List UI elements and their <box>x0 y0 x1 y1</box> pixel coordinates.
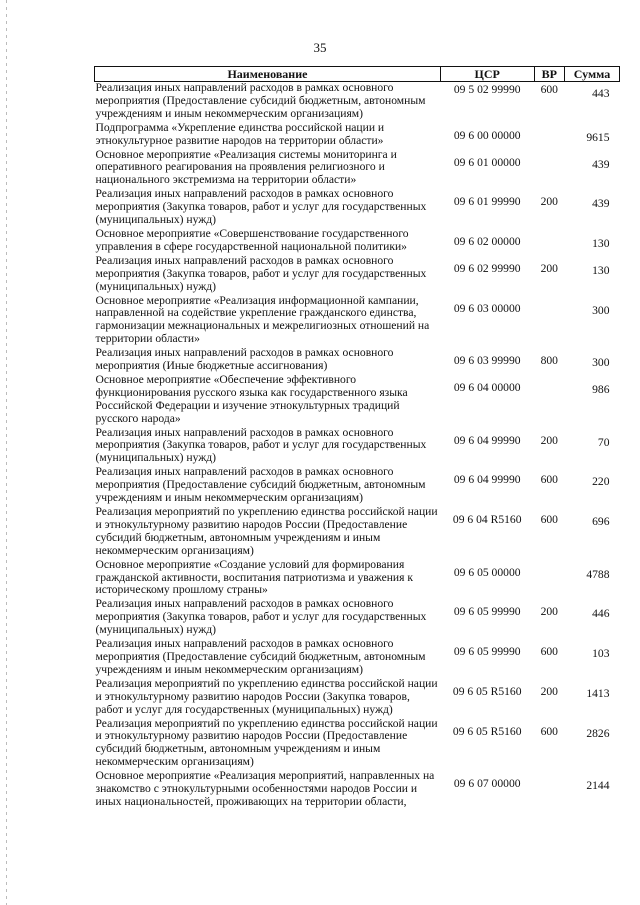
table-row <box>95 374 620 427</box>
row-vr-cell <box>534 374 565 427</box>
row-vr-cell: 200 <box>540 605 558 619</box>
row-sum-cell: 986 <box>592 382 610 396</box>
row-vr-cell: 600 <box>540 513 558 526</box>
row-name-cell: Реализация иных направлений расходов в рамках основного мероприятия (Предоставление субсидий бюджетным, автономным учреждениям и иным некоммерческим организациям) <box>95 637 426 676</box>
row-sum-cell: 696 <box>592 515 610 528</box>
row-csr-cell: 09 6 01 00000 <box>453 155 521 169</box>
row-vr-cell: 600 <box>540 645 558 659</box>
row-csr-cell: 09 6 03 00000 <box>453 301 521 315</box>
row-name-cell: Реализация иных направлений расходов в рамках основного мероприятия (Предоставление субсидий бюджетным, автономным учреждениям и иным некоммерческим организациям) <box>95 81 426 120</box>
row-csr-cell: 09 6 04 99990 <box>453 433 521 447</box>
row-csr-cell: 09 6 05 R5160 <box>452 684 522 698</box>
table-row <box>95 770 620 810</box>
row-name-cell: Реализация иных направлений расходов в рамках основного мероприятия (Закупка товаров, работ и услуг для государственных (муниципальных) нужд) <box>95 425 427 465</box>
row-sum-cell: 130 <box>592 263 610 277</box>
table-row <box>95 149 620 189</box>
header-name: Наименование <box>95 67 441 82</box>
row-sum-cell: 300 <box>592 303 610 317</box>
row-vr-cell <box>534 770 565 810</box>
table-row <box>95 255 620 295</box>
table-row <box>95 598 620 638</box>
row-sum-cell: 103 <box>592 647 610 661</box>
row-csr-cell: 09 6 00 00000 <box>453 128 521 142</box>
row-sum-cell: 300 <box>592 356 610 370</box>
table-body <box>95 82 620 810</box>
table-row <box>95 188 620 228</box>
table-row <box>95 506 620 559</box>
row-sum-cell: 4788 <box>586 567 610 581</box>
row-sum-cell: 130 <box>592 236 610 250</box>
row-name-cell: Реализация иных направлений расходов в рамках основного мероприятия (Предоставление субсидий бюджетным, автономным учреждениям и иным некоммерческим организациям) <box>95 465 426 505</box>
row-name-cell: Основное мероприятие «Реализация мероприятий, направленных на знакомство с этнокультурными особенностями народов России и иных национальностей, проживающих на территории области, <box>95 769 435 808</box>
row-vr-cell: 200 <box>540 684 558 698</box>
table-row <box>95 82 620 122</box>
row-sum-cell: 439 <box>592 157 610 171</box>
row-csr-cell: 09 5 02 99990 <box>453 83 521 96</box>
row-sum-cell: 446 <box>592 607 610 621</box>
row-name-cell: Основное мероприятие «Создание условий для формирования гражданской активности, воспитания патриотизма и уважения к историческому прошлому страны» <box>95 557 413 597</box>
row-vr-cell: 800 <box>540 354 558 368</box>
row-sum-cell: 1413 <box>586 686 610 700</box>
table-row <box>95 718 620 771</box>
row-csr-cell: 09 6 04 R5160 <box>452 513 522 526</box>
row-sum-cell: 2826 <box>586 726 610 740</box>
table-row <box>95 347 620 374</box>
row-name-cell: Основное мероприятие «Реализация информационной кампании, направленной на содействие укрепление гражданского единства, гармонизации межнациональных и межрелигиозных отношений на территории области» <box>95 293 430 346</box>
table-row <box>95 466 620 506</box>
row-vr-cell: 600 <box>540 724 558 738</box>
header-sum: Сумма <box>565 67 620 82</box>
row-csr-cell: 09 6 04 00000 <box>453 380 521 394</box>
row-name-cell: Основное мероприятие «Обеспечение эффективного функционирования русского языка как государственного языка Российской Федерации и изучение этнокультурных традиций русского народа» <box>95 372 408 425</box>
scan-edge-line <box>6 0 7 905</box>
row-vr-cell <box>534 122 565 149</box>
row-name-cell: Реализация иных направлений расходов в рамках основного мероприятия (Иные бюджетные ассигнования) <box>95 346 394 373</box>
row-csr-cell: 09 6 03 99990 <box>453 354 521 368</box>
row-name-cell: Реализация мероприятий по укреплению единства российской нации и этнокультурному развитию народов России (Предоставление субсидий бюджетным, автономным учреждениям и иным некоммерческим организациям) <box>95 505 438 557</box>
table-row <box>95 228 620 255</box>
budget-table <box>94 66 620 810</box>
table-row <box>95 638 620 678</box>
row-sum-cell: 9615 <box>586 130 610 144</box>
row-vr-cell <box>534 149 565 189</box>
page-number: 35 <box>313 40 327 55</box>
row-vr-cell <box>534 295 565 348</box>
table-row <box>95 427 620 467</box>
row-csr-cell: 09 6 07 00000 <box>453 777 521 791</box>
row-name-cell: Реализация иных направлений расходов в рамках основного мероприятия (Закупка товаров, работ и услуг для государственных (муниципальных) нужд) <box>95 187 427 227</box>
table-row <box>95 295 620 348</box>
row-csr-cell: 09 6 05 99990 <box>453 605 521 619</box>
table-row <box>95 678 620 718</box>
row-vr-cell <box>534 228 565 255</box>
row-name-cell: Основное мероприятие «Реализация системы мониторинга и оперативного реагирования на проявления религиозного и национального экстремизма на территории области» <box>95 147 397 187</box>
row-csr-cell: 09 6 01 99990 <box>453 195 521 209</box>
row-name-cell: Подпрограмма «Укрепление единства российской нации и этнокультурное развитие народов на территории области» <box>95 120 385 147</box>
header-vr: ВР <box>534 67 565 82</box>
header-csr: ЦСР <box>440 67 534 82</box>
row-name-cell: Реализация мероприятий по укреплению единства российской нации и этнокультурному развитию народов России (Предоставление субсидий бюджетным, автономным учреждениям и иным некоммерческим организациям) <box>95 716 438 769</box>
row-csr-cell: 09 6 05 00000 <box>453 565 521 579</box>
row-vr-cell: 200 <box>540 261 558 275</box>
table-row <box>95 122 620 149</box>
row-sum-cell: 220 <box>592 475 610 489</box>
row-sum-cell: 70 <box>597 435 610 449</box>
row-csr-cell: 09 6 02 00000 <box>453 234 521 248</box>
row-csr-cell: 09 6 02 99990 <box>453 261 521 275</box>
row-csr-cell: 09 6 05 99990 <box>453 645 521 659</box>
row-csr-cell: 09 6 04 99990 <box>453 473 521 487</box>
row-vr-cell <box>534 559 565 599</box>
row-name-cell: Реализация иных направлений расходов в рамках основного мероприятия (Закупка товаров, работ и услуг для государственных (муниципальных) нужд) <box>95 597 427 637</box>
row-name-cell: Реализация иных направлений расходов в рамках основного мероприятия (Закупка товаров, работ и услуг для государственных (муниципальных) нужд) <box>95 253 427 293</box>
row-name-cell: Реализация мероприятий по укреплению единства российской нации и этнокультурному развитию народов России (Закупка товаров, работ и услуг для государственных (муниципальных) нужд) <box>95 676 438 716</box>
row-vr-cell: 200 <box>540 195 558 209</box>
row-name-cell: Основное мероприятие «Совершенствование государственного управления в сфере государственной национальной политики» <box>95 226 409 253</box>
row-csr-cell: 09 6 05 R5160 <box>452 724 522 738</box>
row-vr-cell: 600 <box>540 83 558 96</box>
row-sum-cell: 443 <box>592 87 610 100</box>
row-sum-cell: 439 <box>592 197 610 211</box>
row-vr-cell: 600 <box>540 473 558 487</box>
table-row <box>95 559 620 599</box>
table-header-row <box>95 67 620 82</box>
row-vr-cell: 200 <box>540 433 558 447</box>
row-sum-cell: 2144 <box>586 779 610 793</box>
